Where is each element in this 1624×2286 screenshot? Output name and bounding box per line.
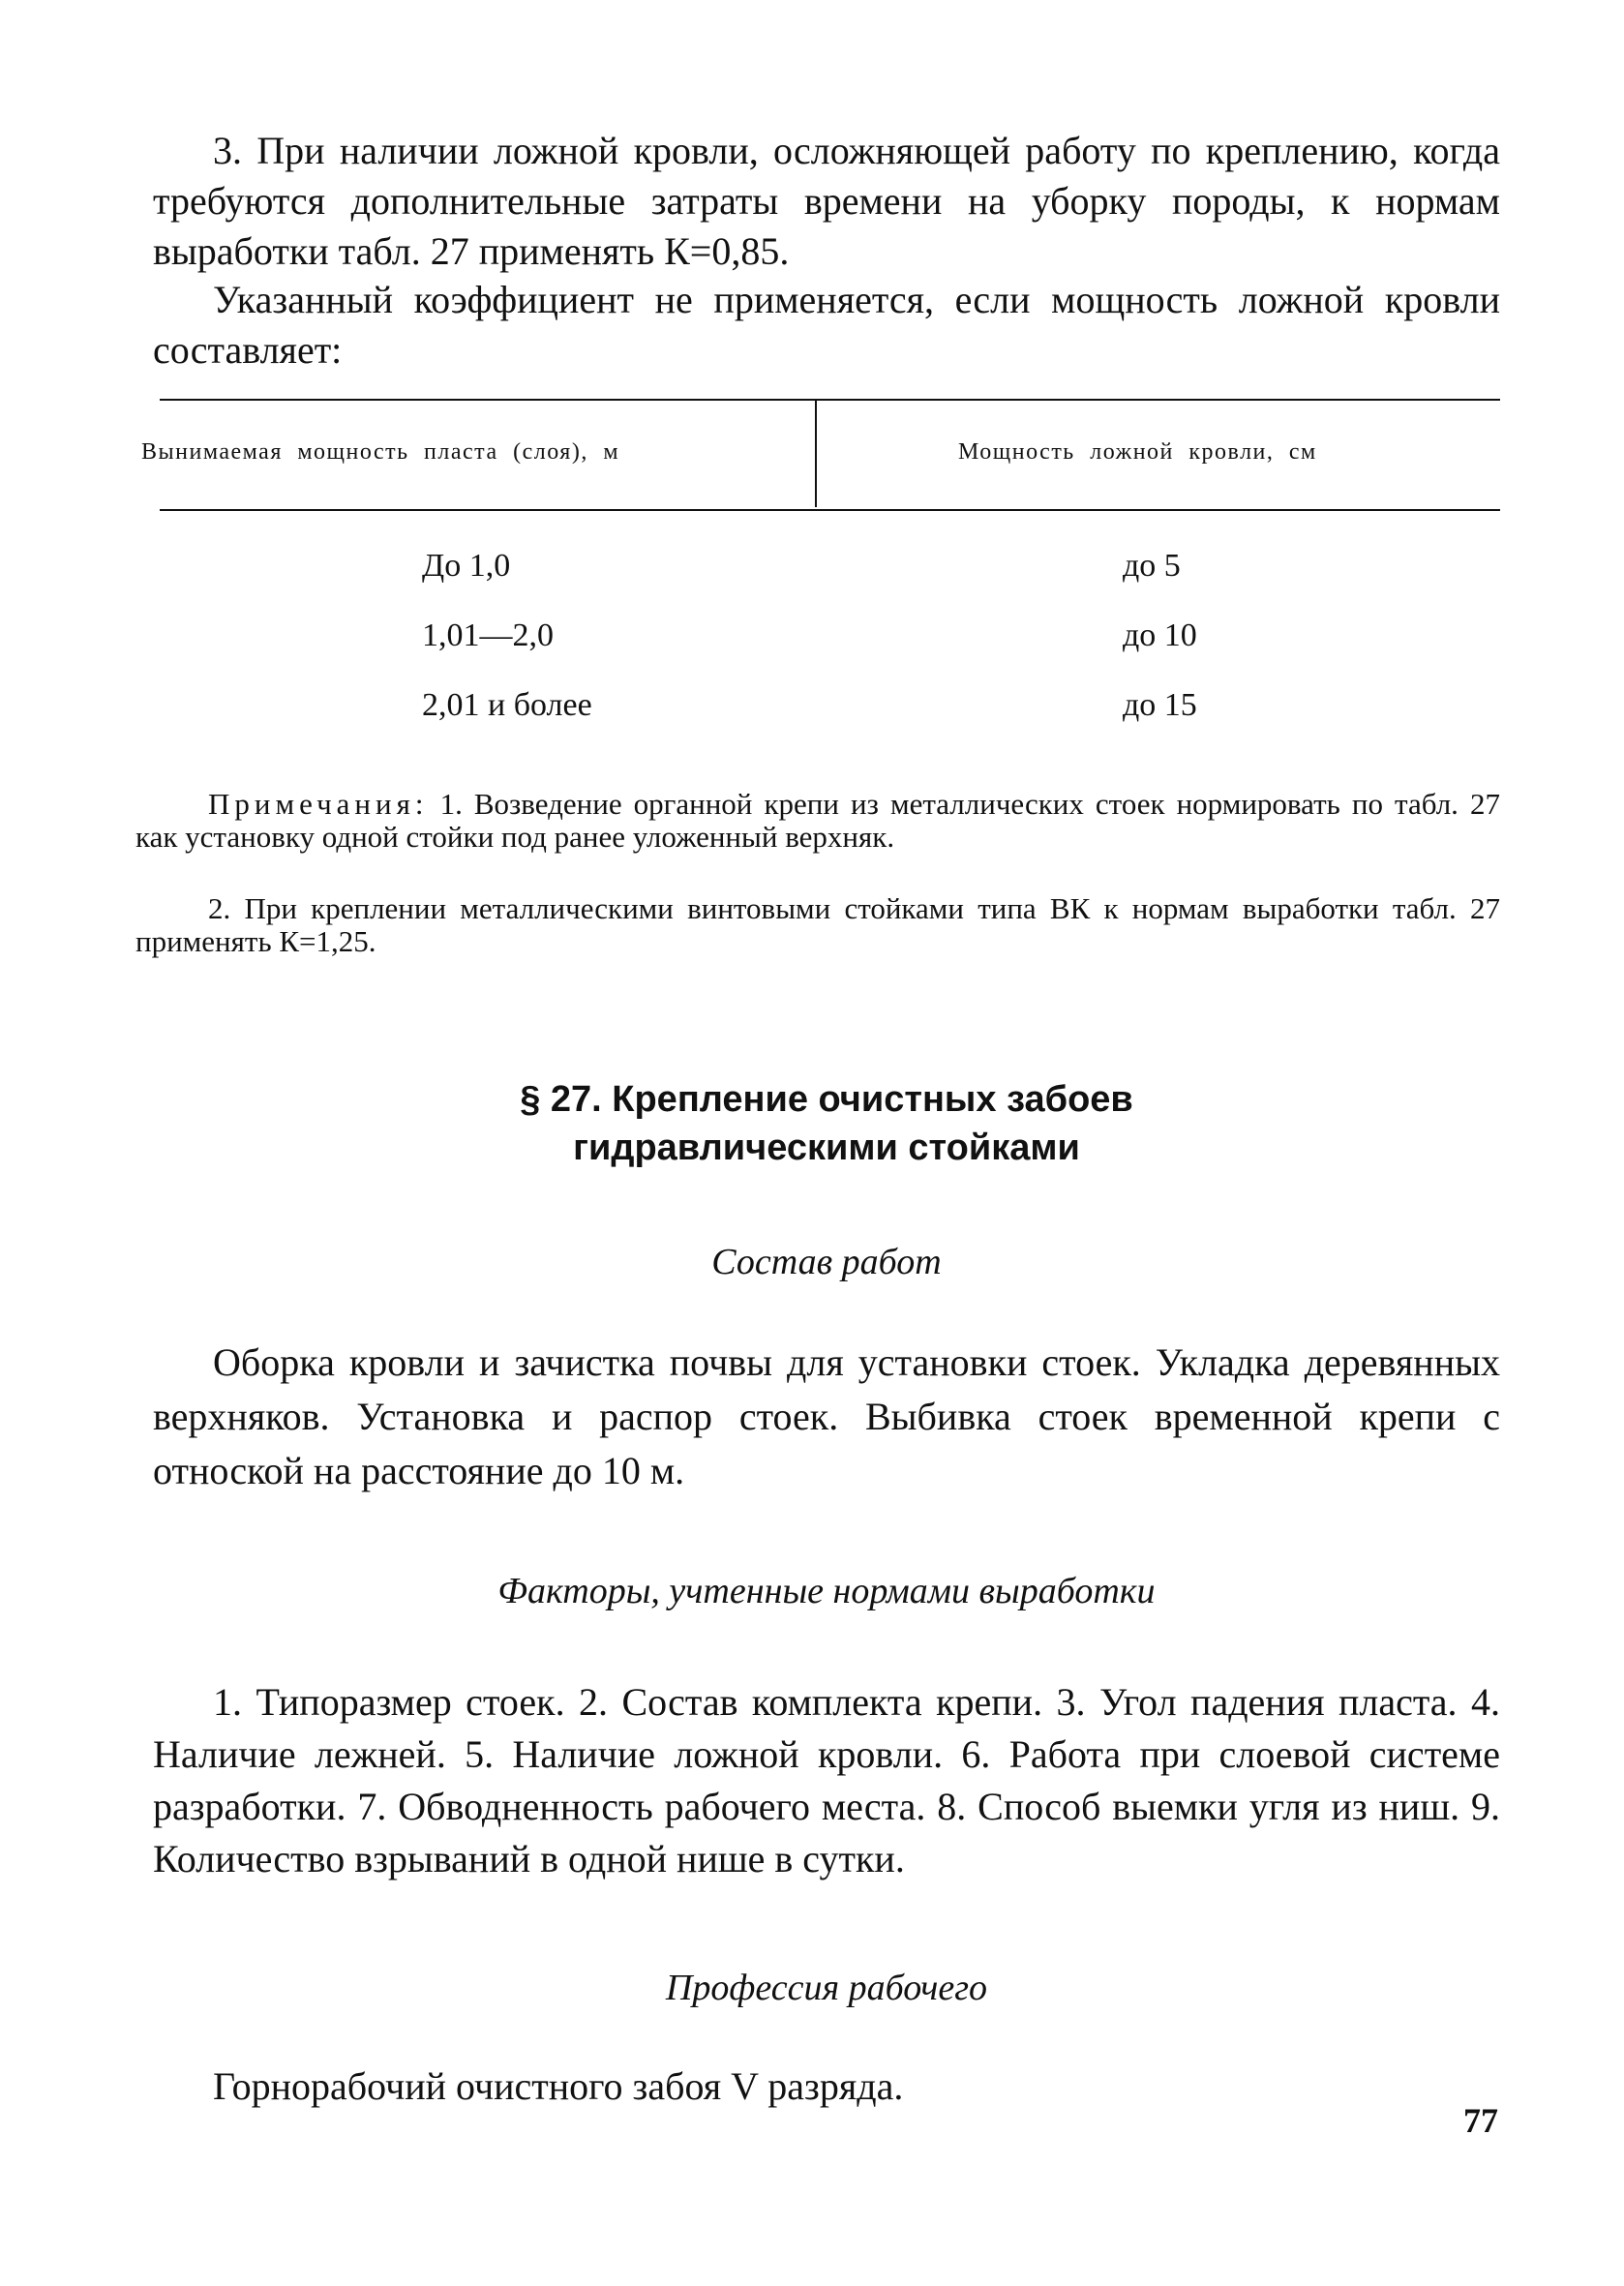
paragraph-coefficient-exception: Указанный коэффициент не применяется, если мощность ложной кровли составляет: (153, 278, 1500, 372)
table-header-false-roof-thickness: Мощность ложной кровли, см (958, 439, 1317, 465)
notes-label: Примечания: (208, 787, 429, 821)
page-number: 77 (1463, 2101, 1498, 2140)
table-column-divider (815, 401, 817, 507)
table-cell: до 15 (1123, 687, 1197, 723)
table-cell: до 5 (1123, 548, 1181, 584)
factors-text: 1. Типоразмер стоек. 2. Состав комплекта крепи. 3. Угол падения пласта. 4. Наличие лежней. 5. Наличие ложной кровли. 6. Работа при слоевой системе разработки. 7. Обводненность рабочего места. 8. Способ выемки угля из ниш. 9. Количество взрываний в одной нише в сутки. (153, 1680, 1500, 1880)
profession-heading: Профессия рабочего (665, 1968, 988, 2008)
table-cell: 1,01—2,0 (422, 617, 554, 653)
note-1-text: 1. Возведение органной крепи из металлических стоек нормировать по табл. 27 как установку одной стойки под ранее уложенный верхняк. (135, 787, 1501, 854)
section-title-line-2: гидравлическими стойками (573, 1128, 1080, 1168)
work-composition-heading: Состав работ (711, 1242, 942, 1282)
section-title-line-1: § 27. Крепление очистных забоев (520, 1079, 1133, 1120)
table-cell: До 1,0 (422, 548, 511, 584)
work-composition-text: Оборка кровли и зачистка почвы для установки стоек. Укладка деревянных верхняков. Установка и распор стоек. Выбивка стоек временной крепи с отноской на расстояние до 10 м. (153, 1340, 1500, 1492)
paragraph-false-roof: 3. При наличии ложной кровли, осложняющей работу по креплению, когда требуются дополнительные затраты времени на уборку породы, к нормам выработки табл. 27 применять К=0,85. (153, 129, 1500, 273)
table-top-rule (160, 399, 1500, 401)
note-1 (135, 788, 1500, 854)
table-cell: 2,01 и более (422, 687, 592, 723)
profession-text: Горнорабочий очистного забоя V разряда. (213, 2064, 904, 2108)
factors-heading: Факторы, учтенные нормами выработки (497, 1571, 1156, 1611)
table-header-rule (160, 509, 1500, 511)
table-header-seam-thickness: Вынимаемая мощность пласта (слоя), м (141, 439, 619, 465)
note-2: 2. При креплении металлическими винтовыми стойками типа ВК к нормам выработки табл. 27 применять К=1,25. (135, 891, 1500, 958)
table-cell: до 10 (1123, 617, 1197, 653)
